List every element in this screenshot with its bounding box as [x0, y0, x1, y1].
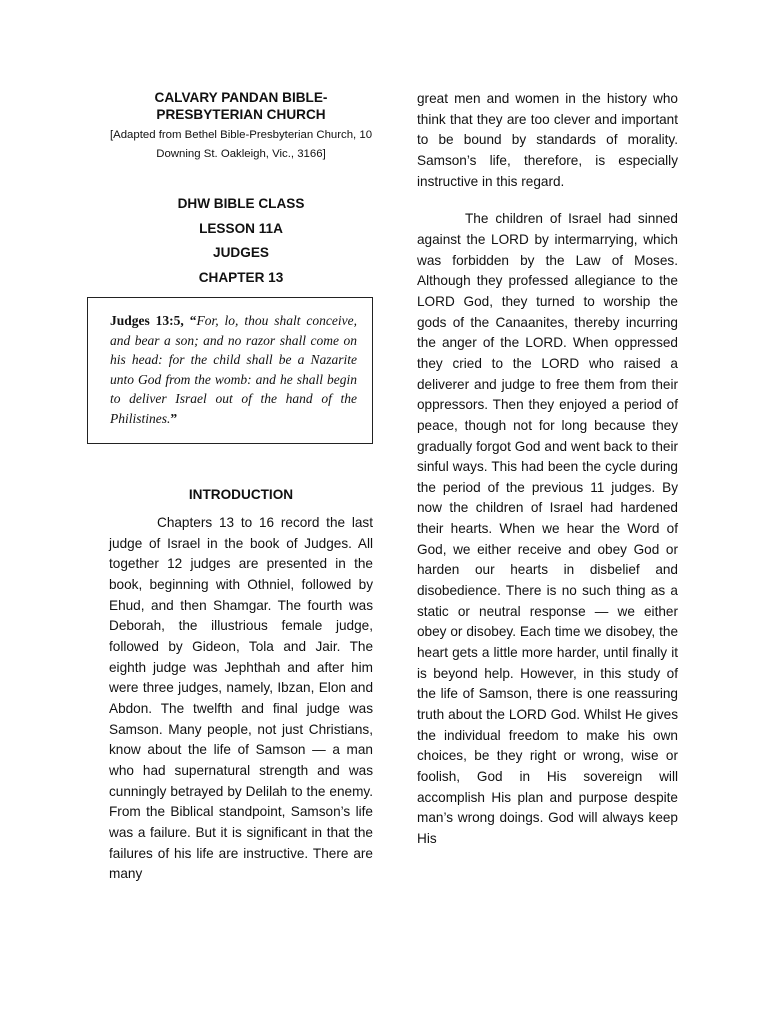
open-quote: “ — [189, 313, 197, 328]
key-verse-box — [87, 297, 373, 444]
close-quote: ” — [170, 410, 178, 426]
chapter-number: CHAPTER 13 — [198, 269, 284, 285]
class-name: DHW BIBLE CLASS — [177, 196, 305, 211]
key-verse-reference: Judges 13:5, — [110, 313, 184, 328]
key-verse — [110, 311, 357, 429]
key-verse-text: For, lo, thou shalt conceive, and bear a son; and no razor shall come on his head: for the child shall be a Nazarite unto God from the womb: and he shall begin to deliver Israel out of the hand of the Philistines. — [110, 313, 357, 426]
adapted-note: [Adapted from Bethel Bible-Presbyterian Church, 10 Downing St. Oakleigh, Vic., 3166] — [109, 129, 373, 160]
paragraph-1-continuation: great men and women in the history who think that they are too clever and important to be bound by standards of morality. Samson’s life, therefore, is especially instructive in this regard. — [417, 91, 678, 189]
introduction-paragraph-1 — [109, 513, 373, 885]
lesson-number: LESSON 11A — [199, 220, 283, 236]
introduction-heading: INTRODUCTION — [188, 487, 294, 502]
paragraph-text: Chapters 13 to 16 record the last judge of Israel in the book of Judges. All together 12 judges are presented in the book, beginning with Othniel, followed by Ehud, and then Shamgar. The fourth was Deborah, the illustrious female judge, followed by Gideon, Tola and Jair. The eighth judge was Jephthah and after him were three judges, namely, Ibzan, Elon and Abdon. The twelfth and final judge was Samson. Many people, not just Christians, know about the life of Samson — a man who had supernatural strength and was cunningly betrayed by Delilah to the enemy. From the Biblical standpoint, Samson’s life was a failure. But it is significant in that the failures of his life are instructive. There are many — [109, 515, 373, 882]
book-name: JUDGES — [213, 245, 269, 260]
lesson-heading — [109, 192, 373, 290]
church-name: CALVARY PANDAN BIBLE-PRESBYTERIAN CHURCH — [154, 90, 328, 122]
right-column — [417, 89, 678, 850]
left-column-header — [109, 89, 373, 290]
paragraph-2: The children of Israel had sinned against the LORD by intermarrying, which was forbidden by the Law of Moses. Although they professed allegiance to the LORD God, they turned to worship the gods of the Canaanites, thereby incurring the anger of the LORD. When oppressed they cried to the LORD who raised a deliverer and judge to free them from their oppressors. Then they enjoyed a period of peace, though not for long because they gradually forgot God and went back to their sinful ways. This had been the cycle during the period of the previous 11 judges. By now the children of Israel had hardened their hearts. When we hear the Word of God, we either receive and obey God or harden our hearts in disbelief and disobedience. There is no such thing as a static or neutral response — we either obey or disobey. Each time we disobey, the heart gets a little more harder, until finally it is beyond help. However, in this study of the life of Samson, there is one reassuring truth about the LORD God. Whilst He gives the individual freedom to make his own choices, be they right or wrong, wise or foolish, God in His sovereign will accomplish His plan and purpose despite man’s wrong doings. God will always keep His — [417, 211, 678, 846]
